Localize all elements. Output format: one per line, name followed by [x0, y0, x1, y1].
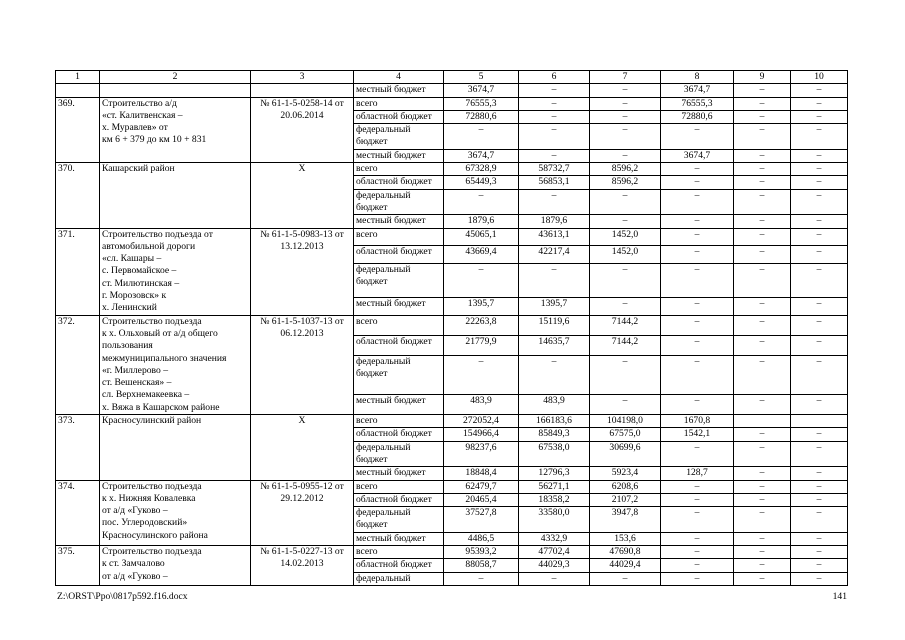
value-cell: 43613,1: [519, 228, 590, 246]
document-cell: № 61-1-5-0258-14 от 20.06.2014: [251, 97, 354, 162]
value-cell: –: [791, 189, 848, 215]
header-cell: 3: [251, 71, 354, 84]
value-cell: –: [519, 110, 590, 123]
document-cell: № 61-1-5-0955-12 от 29.12.2012: [251, 480, 354, 545]
value-cell: –: [519, 355, 590, 394]
value-cell: –: [590, 84, 661, 97]
value-cell: 1452,0: [590, 228, 661, 246]
value-cell: 98237,6: [444, 441, 519, 467]
document-cell: Х: [251, 163, 354, 228]
funding-type-cell: областной бюджет: [354, 428, 444, 441]
funding-type-cell: областной бюджет: [354, 335, 444, 355]
value-cell: –: [661, 176, 734, 189]
table-row: [56, 84, 848, 97]
value-cell: –: [791, 149, 848, 162]
table-row: [56, 480, 848, 493]
object-name-cell: Кашарский район: [100, 163, 251, 228]
object-name-cell: Строительство подъезда к х. Ольховый от а/д общего пользования межмуниципального значения «г. Миллерово – ст. Вешенская» – сл. Верхнемакеевка – х. Вяжа в Кашарском районе: [100, 315, 251, 414]
value-cell: 128,7: [661, 467, 734, 480]
funding-type-cell: федеральный бюджет: [354, 507, 444, 533]
value-cell: [791, 415, 848, 428]
value-cell: 4332,9: [519, 532, 590, 545]
value-cell: –: [734, 467, 791, 480]
value-cell: 72880,6: [444, 110, 519, 123]
value-cell: 56271,1: [519, 480, 590, 493]
funding-type-cell: федеральный бюджет: [354, 189, 444, 215]
value-cell: –: [734, 532, 791, 545]
object-name-cell: Строительство подъезда к ст. Замчалово от а/д «Гуково –: [100, 545, 251, 585]
table-row: [56, 228, 848, 246]
value-cell: –: [661, 315, 734, 335]
value-cell: –: [661, 246, 734, 264]
table-header-row: [56, 71, 848, 84]
value-cell: –: [791, 84, 848, 97]
object-name-cell: Строительство а/д «ст. Калитвенская – х. Муравлев» от км 6 + 379 до км 10 + 831: [100, 97, 251, 162]
value-cell: –: [791, 507, 848, 533]
value-cell: 104198,0: [590, 415, 661, 428]
value-cell: 1879,6: [519, 215, 590, 228]
value-cell: 95393,2: [444, 545, 519, 558]
row-number-cell: 374.: [56, 480, 100, 545]
value-cell: 21779,9: [444, 335, 519, 355]
funding-type-cell: местный бюджет: [354, 467, 444, 480]
funding-type-cell: местный бюджет: [354, 297, 444, 315]
header-cell: 4: [354, 71, 444, 84]
header-cell: 8: [661, 71, 734, 84]
value-cell: 272052,4: [444, 415, 519, 428]
row-number-cell: [56, 84, 100, 97]
object-name-cell: [100, 84, 251, 97]
value-cell: 67575,0: [590, 428, 661, 441]
value-cell: –: [791, 246, 848, 264]
value-cell: –: [734, 176, 791, 189]
table-row: [56, 163, 848, 176]
value-cell: –: [590, 110, 661, 123]
value-cell: 3674,7: [661, 84, 734, 97]
value-cell: –: [590, 215, 661, 228]
value-cell: 12796,3: [519, 467, 590, 480]
value-cell: 153,6: [590, 532, 661, 545]
value-cell: –: [734, 149, 791, 162]
value-cell: –: [791, 228, 848, 246]
value-cell: –: [791, 394, 848, 414]
value-cell: 1879,6: [444, 215, 519, 228]
row-number-cell: 373.: [56, 415, 100, 480]
value-cell: 37527,8: [444, 507, 519, 533]
value-cell: –: [590, 263, 661, 297]
footer-file-path: Z:\ORST\Ppo\0817p592.f16.docx: [57, 591, 188, 602]
value-cell: –: [734, 355, 791, 394]
value-cell: –: [661, 559, 734, 572]
value-cell: 18358,2: [519, 493, 590, 506]
value-cell: 47702,4: [519, 545, 590, 558]
value-cell: 43669,4: [444, 246, 519, 264]
value-cell: –: [661, 228, 734, 246]
value-cell: 15119,6: [519, 315, 590, 335]
value-cell: –: [734, 215, 791, 228]
value-cell: –: [791, 545, 848, 558]
value-cell: –: [661, 493, 734, 506]
document-cell: [251, 84, 354, 97]
value-cell: –: [661, 355, 734, 394]
table-row: [56, 97, 848, 110]
value-cell: –: [661, 163, 734, 176]
value-cell: –: [444, 355, 519, 394]
value-cell: –: [734, 493, 791, 506]
table-row: [56, 315, 848, 335]
table-row: [56, 415, 848, 428]
value-cell: 33580,0: [519, 507, 590, 533]
value-cell: –: [590, 149, 661, 162]
value-cell: –: [444, 263, 519, 297]
value-cell: –: [590, 297, 661, 315]
value-cell: –: [661, 394, 734, 414]
value-cell: –: [661, 297, 734, 315]
funding-type-cell: всего: [354, 97, 444, 110]
value-cell: –: [661, 215, 734, 228]
value-cell: –: [590, 189, 661, 215]
row-number-cell: 371.: [56, 228, 100, 315]
value-cell: –: [734, 559, 791, 572]
value-cell: 85849,3: [519, 428, 590, 441]
value-cell: 65449,3: [444, 176, 519, 189]
value-cell: –: [734, 84, 791, 97]
object-name-cell: Строительство подъезда к х. Нижняя Ковалевка от а/д «Гуково – пос. Углеродовский» Красносулинского района: [100, 480, 251, 545]
value-cell: 45065,1: [444, 228, 519, 246]
funding-type-cell: федеральный бюджет: [354, 124, 444, 150]
value-cell: 1542,1: [661, 428, 734, 441]
row-number-cell: 369.: [56, 97, 100, 162]
value-cell: –: [661, 335, 734, 355]
value-cell: 67538,0: [519, 441, 590, 467]
value-cell: 76555,3: [661, 97, 734, 110]
value-cell: 3674,7: [661, 149, 734, 162]
value-cell: –: [661, 263, 734, 297]
value-cell: –: [444, 572, 519, 585]
value-cell: –: [444, 124, 519, 150]
object-name-cell: Красносулинский район: [100, 415, 251, 480]
value-cell: 166183,6: [519, 415, 590, 428]
funding-type-cell: всего: [354, 228, 444, 246]
funding-type-cell: областной бюджет: [354, 559, 444, 572]
value-cell: 47690,8: [590, 545, 661, 558]
value-cell: –: [661, 189, 734, 215]
value-cell: 3674,7: [444, 149, 519, 162]
funding-type-cell: областной бюджет: [354, 110, 444, 123]
value-cell: 20465,4: [444, 493, 519, 506]
value-cell: –: [734, 441, 791, 467]
document-cell: № 61-1-5-0983-13 от 13.12.2013: [251, 228, 354, 315]
value-cell: –: [734, 189, 791, 215]
value-cell: 14635,7: [519, 335, 590, 355]
value-cell: –: [791, 428, 848, 441]
document-cell: Х: [251, 415, 354, 480]
funding-type-cell: областной бюджет: [354, 176, 444, 189]
value-cell: 58732,7: [519, 163, 590, 176]
value-cell: 6208,6: [590, 480, 661, 493]
document-cell: № 61-1-5-1037-13 от 06.12.2013: [251, 315, 354, 414]
value-cell: –: [791, 163, 848, 176]
value-cell: –: [791, 532, 848, 545]
value-cell: 44029,4: [590, 559, 661, 572]
funding-type-cell: местный бюджет: [354, 532, 444, 545]
value-cell: –: [661, 507, 734, 533]
object-name-cell: Строительство подъезда от автомобильной дороги «сл. Кашары – с. Первомайское – ст. Милютинская – г. Морозовск» к х. Ленинский: [100, 228, 251, 315]
value-cell: –: [791, 176, 848, 189]
value-cell: –: [791, 124, 848, 150]
value-cell: –: [590, 97, 661, 110]
value-cell: –: [519, 263, 590, 297]
page-number: 141: [832, 591, 847, 602]
value-cell: –: [734, 97, 791, 110]
value-cell: –: [590, 572, 661, 585]
value-cell: –: [791, 355, 848, 394]
value-cell: –: [661, 572, 734, 585]
value-cell: 7144,2: [590, 335, 661, 355]
value-cell: –: [734, 428, 791, 441]
value-cell: –: [734, 163, 791, 176]
document-cell: № 61-1-5-0227-13 от 14.02.2013: [251, 545, 354, 585]
value-cell: –: [791, 467, 848, 480]
value-cell: –: [734, 480, 791, 493]
value-cell: –: [519, 84, 590, 97]
funding-type-cell: областной бюджет: [354, 246, 444, 264]
funding-type-cell: федеральный бюджет: [354, 263, 444, 297]
value-cell: –: [734, 572, 791, 585]
funding-type-cell: местный бюджет: [354, 149, 444, 162]
value-cell: –: [791, 97, 848, 110]
funding-type-cell: всего: [354, 480, 444, 493]
value-cell: 1670,8: [661, 415, 734, 428]
value-cell: 42217,4: [519, 246, 590, 264]
row-number-cell: 370.: [56, 163, 100, 228]
header-cell: 2: [100, 71, 251, 84]
funding-type-cell: федеральный: [354, 572, 444, 585]
value-cell: –: [791, 572, 848, 585]
funding-type-cell: местный бюджет: [354, 84, 444, 97]
value-cell: –: [791, 559, 848, 572]
value-cell: 22263,8: [444, 315, 519, 335]
value-cell: –: [734, 246, 791, 264]
value-cell: –: [791, 441, 848, 467]
value-cell: 2107,2: [590, 493, 661, 506]
budget-table: [55, 70, 848, 586]
value-cell: –: [519, 572, 590, 585]
value-cell: –: [791, 480, 848, 493]
header-cell: 6: [519, 71, 590, 84]
value-cell: 1452,0: [590, 246, 661, 264]
value-cell: 154966,4: [444, 428, 519, 441]
value-cell: 88058,7: [444, 559, 519, 572]
value-cell: –: [734, 228, 791, 246]
header-cell: 10: [791, 71, 848, 84]
funding-type-cell: областной бюджет: [354, 493, 444, 506]
funding-type-cell: федеральный бюджет: [354, 355, 444, 394]
table-row: [56, 545, 848, 558]
row-number-cell: 372.: [56, 315, 100, 414]
funding-type-cell: местный бюджет: [354, 215, 444, 228]
value-cell: –: [734, 545, 791, 558]
value-cell: 3947,8: [590, 507, 661, 533]
value-cell: –: [519, 149, 590, 162]
value-cell: –: [734, 507, 791, 533]
value-cell: 5923,4: [590, 467, 661, 480]
header-cell: 5: [444, 71, 519, 84]
funding-type-cell: всего: [354, 163, 444, 176]
funding-type-cell: всего: [354, 545, 444, 558]
funding-type-cell: федеральный бюджет: [354, 441, 444, 467]
value-cell: 72880,6: [661, 110, 734, 123]
header-cell: 1: [56, 71, 100, 84]
value-cell: –: [734, 297, 791, 315]
header-cell: 9: [734, 71, 791, 84]
value-cell: –: [734, 263, 791, 297]
value-cell: –: [590, 355, 661, 394]
header-cell: 7: [590, 71, 661, 84]
value-cell: –: [590, 124, 661, 150]
value-cell: –: [519, 189, 590, 215]
value-cell: 4486,5: [444, 532, 519, 545]
value-cell: –: [791, 315, 848, 335]
value-cell: –: [734, 315, 791, 335]
row-number-cell: 375.: [56, 545, 100, 585]
funding-type-cell: местный бюджет: [354, 394, 444, 414]
funding-type-cell: всего: [354, 315, 444, 335]
value-cell: –: [590, 394, 661, 414]
value-cell: –: [791, 215, 848, 228]
value-cell: –: [791, 335, 848, 355]
value-cell: 1395,7: [444, 297, 519, 315]
value-cell: 44029,3: [519, 559, 590, 572]
value-cell: 483,9: [444, 394, 519, 414]
value-cell: –: [661, 545, 734, 558]
value-cell: 8596,2: [590, 163, 661, 176]
value-cell: –: [661, 532, 734, 545]
value-cell: 3674,7: [444, 84, 519, 97]
funding-type-cell: всего: [354, 415, 444, 428]
value-cell: 67328,9: [444, 163, 519, 176]
value-cell: –: [519, 97, 590, 110]
value-cell: 76555,3: [444, 97, 519, 110]
value-cell: 8596,2: [590, 176, 661, 189]
value-cell: 56853,1: [519, 176, 590, 189]
value-cell: 62479,7: [444, 480, 519, 493]
value-cell: –: [519, 124, 590, 150]
value-cell: –: [734, 335, 791, 355]
value-cell: 483,9: [519, 394, 590, 414]
value-cell: –: [444, 189, 519, 215]
value-cell: –: [791, 297, 848, 315]
value-cell: –: [791, 263, 848, 297]
value-cell: 7144,2: [590, 315, 661, 335]
value-cell: 18848,4: [444, 467, 519, 480]
value-cell: –: [734, 394, 791, 414]
value-cell: –: [661, 124, 734, 150]
value-cell: –: [661, 441, 734, 467]
value-cell: –: [734, 110, 791, 123]
value-cell: [734, 415, 791, 428]
value-cell: –: [661, 480, 734, 493]
value-cell: –: [791, 493, 848, 506]
value-cell: –: [734, 124, 791, 150]
value-cell: –: [791, 110, 848, 123]
value-cell: 1395,7: [519, 297, 590, 315]
value-cell: 30699,6: [590, 441, 661, 467]
